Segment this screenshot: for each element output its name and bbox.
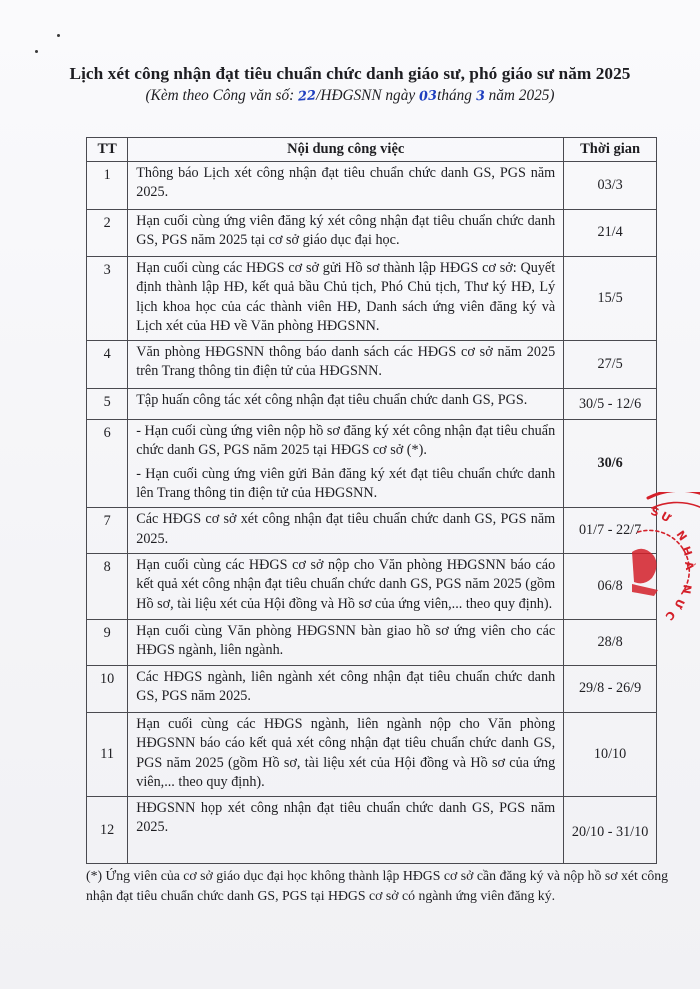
table-row (87, 712, 657, 796)
table-row (87, 797, 657, 864)
table-row (87, 553, 657, 619)
task-content-cell (128, 665, 564, 712)
header-content: Nội dung công việc (128, 138, 564, 162)
deadline-cell (564, 341, 657, 389)
row-number-cell (87, 341, 128, 389)
subtitle-org-code: /HĐGSNN ngày (316, 87, 416, 104)
deadline-date: 30/6 (597, 455, 623, 472)
task-description: Thông báo Lịch xét công nhận đạt tiêu chuẩn chức danh GS, PGS năm 2025. (136, 165, 556, 201)
task-content-cell (128, 341, 564, 389)
table-row (87, 665, 657, 712)
deadline-date: 10/10 (593, 745, 627, 762)
svg-text:C: C (662, 608, 678, 623)
deadline-date: 20/10 - 31/10 (571, 823, 649, 840)
handwritten-day: 03 (418, 88, 438, 105)
task-description: Các HĐGS cơ sở xét công nhận đạt tiêu chuẩn chức danh GS, PGS năm 2025. (136, 511, 556, 547)
deadline-date: 28/8 (597, 633, 623, 650)
deadline-cell (564, 619, 657, 665)
row-number: 12 (100, 821, 115, 838)
task-content-cell (128, 508, 564, 554)
row-number: 7 (103, 513, 111, 530)
row-number: 2 (103, 215, 111, 231)
deadline-cell (564, 210, 657, 257)
subtitle-prefix: (Kèm theo Công văn số: (145, 87, 295, 104)
task-description: Hạn cuối cùng Văn phòng HĐGSNN bàn giao hồ sơ ứng viên cho các HĐGS ngành, liên ngành. (136, 622, 556, 659)
footnote: (*) Ứng viên của cơ sở giáo dục đại học không thành lập HĐGS cơ sở cần đăng ký và nộp hồ sơ xét công nhận đạt tiêu chuẩn chức danh GS, PGS tại HĐGS cơ sở có ngành ứng viên đăng ký. (86, 868, 669, 903)
table-row (87, 619, 657, 665)
row-number-cell (87, 553, 128, 619)
handwritten-doc-number: 22 (297, 88, 317, 105)
row-number: 1 (103, 167, 111, 183)
deadline-date: 21/4 (597, 224, 623, 241)
task-description: Hạn cuối cùng các HĐGS cơ sở gửi Hồ sơ thành lập HĐGS cơ sở: Quyết định thành lập HĐ, kết quả bầu Chủ tịch, Phó Chủ tịch, Thư ký HĐ, Lý lịch khoa học của các thành viên HĐ, Danh sách ứng viên đăng ký và Lịch xét của HĐ về Văn phòng HĐGSNN. (136, 260, 556, 334)
task-content-cell (128, 389, 564, 420)
deadline-date: 06/8 (597, 577, 623, 594)
task-description: Hạn cuối cùng ứng viên đăng ký xét công nhận đạt tiêu chuẩn chức danh GS, PGS năm 2025 tại cơ sở giáo dục đại học. (136, 213, 556, 249)
deadline-cell (564, 389, 657, 420)
row-number-cell (87, 797, 128, 864)
row-number-cell (87, 508, 128, 554)
deadline-cell (564, 257, 657, 341)
table-header-row (87, 138, 657, 162)
row-number-cell (87, 257, 128, 341)
row-number-cell (87, 712, 128, 796)
deadline-cell (564, 797, 657, 864)
table-row (87, 257, 657, 341)
svg-text:N: N (679, 583, 694, 595)
svg-text:Ư: Ư (671, 596, 688, 611)
table-row (87, 389, 657, 420)
row-number-cell (87, 389, 128, 420)
row-number-cell (87, 420, 128, 508)
task-content-cell (128, 712, 564, 796)
row-number: 8 (103, 558, 111, 575)
svg-text:À: À (682, 560, 697, 571)
deadline-cell (564, 665, 657, 712)
scan-speck (35, 50, 38, 53)
task-description: HĐGSNN họp xét công nhận đạt tiêu chuẩn chức danh GS, PGS năm 2025. (136, 800, 556, 836)
task-content-cell (128, 797, 564, 864)
task-description: - Hạn cuối cùng ứng viên gửi Bản đăng ký xét đạt tiêu chuẩn chức danh lên Trang thông tin điện tử của HĐGSNN. (136, 465, 556, 502)
row-number: 3 (103, 262, 111, 278)
task-description: Hạn cuối cùng các HĐGS cơ sở nộp cho Văn phòng HĐGSNN báo cáo kết quả xét công nhận đạt tiêu chuẩn chức danh GS, PGS năm 2025 (gồm Hồ sơ, tài liệu xét của Hội đồng và Hồ sơ của ứng viên,... theo quy định). (136, 556, 556, 612)
task-content-cell (128, 210, 564, 257)
row-number-cell (87, 665, 128, 712)
header-tt: TT (87, 138, 128, 162)
schedule-table (86, 137, 657, 864)
task-description: - Hạn cuối cùng ứng viên nộp hồ sơ đăng ký xét công nhận đạt tiêu chuẩn chức danh GS, PGS năm 2025 tại HĐGS cơ sở (*). (136, 423, 556, 459)
svg-text:Ư: Ư (658, 509, 673, 526)
table-row (87, 210, 657, 257)
deadline-date: 01/7 - 22/7 (578, 522, 642, 539)
svg-text:N: N (673, 528, 690, 544)
deadline-date: 30/5 - 12/6 (578, 395, 642, 412)
table-body (87, 162, 657, 864)
row-number: 4 (103, 346, 111, 363)
deadline-date: 15/5 (597, 289, 623, 306)
deadline-cell (564, 712, 657, 796)
task-content-cell (128, 619, 564, 665)
subtitle-year: năm 2025) (488, 87, 555, 104)
row-number-cell (87, 619, 128, 665)
subtitle-month-label: tháng (437, 87, 472, 104)
row-number: 6 (103, 425, 111, 442)
deadline-date: 03/3 (597, 176, 623, 193)
document-title: Lịch xét công nhận đạt tiêu chuẩn chức danh giáo sư, phó giáo sư năm 2025 (69, 64, 631, 83)
task-content-cell (128, 420, 564, 508)
deadline-cell (564, 553, 657, 619)
deadline-date: 29/8 - 26/9 (578, 680, 642, 697)
task-description: Hạn cuối cùng các HĐGS ngành, liên ngành nộp cho Văn phòng HĐGSNN báo cáo kết quả xét công nhận đạt tiêu chuẩn chức danh GS, PGS năm 2025 (gồm Hồ sơ, tài liệu xét của Hội đồng và Hồ sơ của ứng viên,... theo quy định). (136, 715, 556, 790)
task-description: Các HĐGS ngành, liên ngành xét công nhận đạt tiêu chuẩn chức danh GS, PGS năm 2025. (136, 668, 556, 705)
table-row (87, 420, 657, 508)
task-content-cell (128, 162, 564, 210)
svg-text:S: S (648, 504, 661, 520)
table-row (87, 341, 657, 389)
deadline-cell (564, 508, 657, 554)
deadline-date: 27/5 (597, 356, 623, 373)
row-number: 11 (100, 745, 114, 762)
svg-text:H: H (679, 544, 695, 558)
document-subtitle (0, 87, 700, 105)
task-description: Tập huấn công tác xét công nhận đạt tiêu chuẩn chức danh GS, PGS. (136, 392, 528, 409)
task-content-cell (128, 553, 564, 619)
table-row (87, 162, 657, 210)
header-time: Thời gian (564, 138, 657, 162)
row-number: 5 (103, 394, 111, 411)
table-row (87, 508, 657, 554)
deadline-cell (564, 420, 657, 508)
row-number-cell (87, 162, 128, 210)
deadline-cell (564, 162, 657, 210)
row-number: 9 (103, 624, 111, 641)
task-content-cell (128, 257, 564, 341)
row-number: 10 (100, 670, 115, 687)
task-description: Văn phòng HĐGSNN thông báo danh sách các HĐGS cơ sở năm 2025 trên Trang thông tin điện tử của HĐGSNN. (136, 344, 556, 380)
handwritten-month: 3 (475, 88, 486, 105)
scan-speck (57, 34, 60, 37)
row-number-cell (87, 210, 128, 257)
